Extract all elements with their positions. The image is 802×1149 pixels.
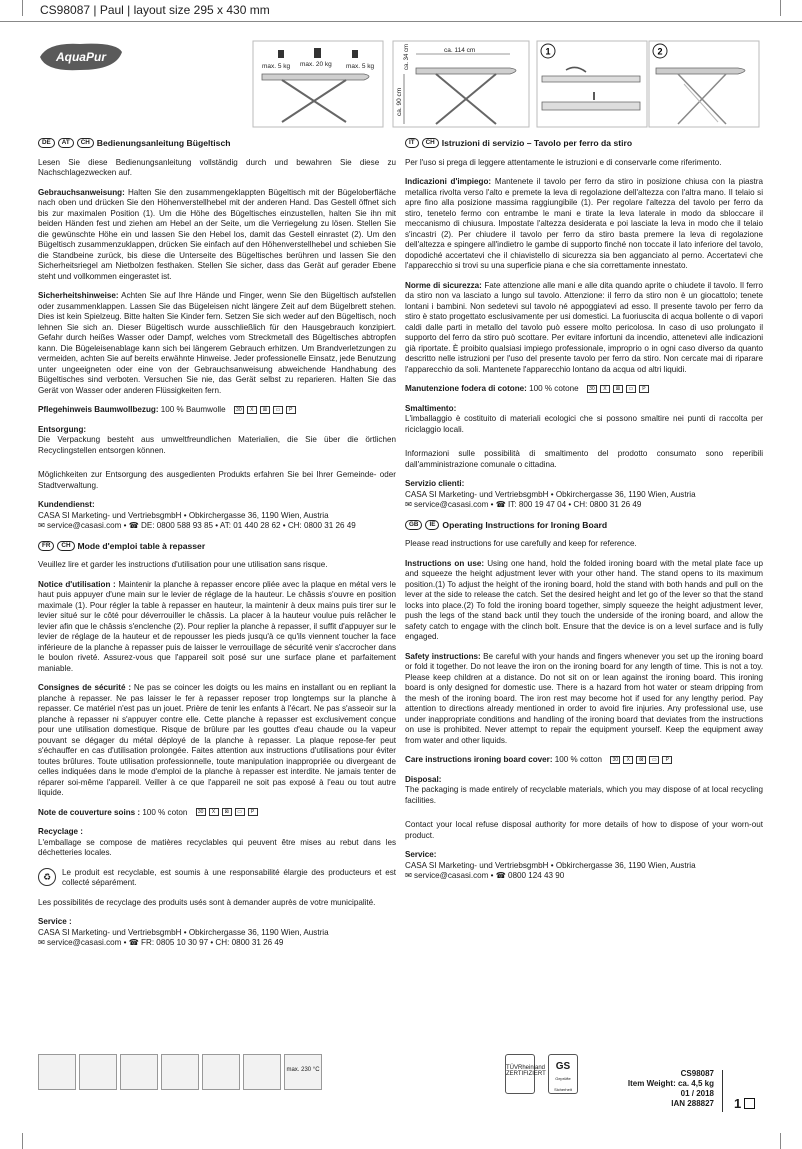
warning-pictogram [243,1054,281,1090]
service-paragraph: Service: CASA SI Marketing- und VertriebsgmbH • Obkirchergasse 36, 1190 Wien, Austria ✉ service@casasi.com • ☎ 0800 124 43 90 [405,850,696,880]
usage-paragraph: Instructions on use: Using one hand, hold the folded ironing board with the metal plate face up and squeeze the height adjustment lever with your other hand. The stand opens to its maximum position.(1) To adjust the height of the ironing board, hold the stand with both hands and pull on the lever at the side to release the catch. Set the desired height and let go of the lever so that the stand locks into place.(2) To fold the ironing board together, simply squeeze the height adjustment lever, push the legs of the stand back until they touch the underside of the ironing board, and allow the safety catch to engage with the clinch bolt. Ensure that the device is on a level surface and is fully engaged. [405,558,763,641]
care-symbols: 30 X ⊠ ▭ P [610,756,672,764]
care-symbols: 30 X ⊠ ▭ P [587,385,649,393]
disposal-paragraph: Disposal: The packaging is made entirely of recyclable materials, which you may dispose of at local recycling facilities. [405,774,763,805]
section-header-fr [38,541,396,552]
usage-paragraph: Gebrauchsanweisung: Halten Sie den zusammengeklappten Bügeltisch mit der Bügeloberfläche nach oben und drücken Sie den Höhenverstellhebel mit der anderen Hand. Das Gestell öffnet sich bis zur maximalen Position (1). Um die Höhe des Bügeltisches einzustellen, halten Sie ihn mit beiden Händen fest und ziehen am Hebel an der Seite, um die Verriegelung zu lösen. Stellen Sie die gewünschte Höhe ein und lassen Sie den Hebel los, damit das Gestell einrastet (2). Um den Bügeltisch zusammenzuklappen, drücken Sie einfach auf den Höhenverstellhebel und schieben Sie die Standbeine zurück, bis diese die Unterseite des Bügeltisches berühren und lassen Sie den Sicherheitsriegel am Nietbolzen festhaken. Stellen Sie sicher, dass das Gerät auf gerader Ebene steht und vollkommen eingerastet ist. [38,187,396,281]
dim-height: ca. 90 cm [396,87,403,116]
page-number: 1 [734,1096,755,1111]
care-paragraph: Pflegehinweis Baumwollbezug: 100 % Baumwolle 30 X ⊠ ▭ P [38,405,396,416]
care-paragraph: Manutenzione fodera di cotone: 100 % cotone 30 X ⊠ ▭ P [405,384,763,395]
warning-pictogram [79,1054,117,1090]
section-title: Bedienungsanleitung Bügeltisch [96,138,231,148]
recycling-paragraph-2: Les possibilités de recyclage des produits usés sont à demander auprès de votre municipalité. [38,897,376,907]
country-badge: CH [57,541,74,551]
ian-number: IAN 288827 [671,1099,714,1108]
section-title: Mode d'emploi table à repasser [77,540,206,551]
max-temp-label: max. 230 °C [286,1067,320,1073]
safety-paragraph: Consignes de sécurité : Ne pas se coincer les doigts ou les mains en installant ou en repliant la planche à repasser. Ne pas laisser le fer à repasser reposer trop longtemps sur la planche à repasser. Ce matériel n'est pas un jouet. Prière de tenir les enfants à l'écart. Ne pas s'asseoir sur la planche à repasser ni s'appuyer contre elle. Cette planche à repasser est exclusivement conçue pour une utilisation domestique. Risque de brûlure par les gouttes d'eau chaude ou la vapeur pouvant se dégager du métal déployé de la planche à repasser. La plaque repose-fer peut s'échauffer en cas d'utilisation prolongée. Faites attention aux instructions d'utilisations pour éviter toutes brûlures. Toute utilisation professionnelle, toute manipulation inappropriée ou divergeant de celles indiquées dans le mode d'emploi de la planche à repasser est interdite. Ne jamais tenter de réparer soi-même l'appareil. Veiller à ce que l'appareil ne soit pas exposé à l'eau ou tout autre liquide. [38,683,396,797]
country-badge: FR [38,541,54,551]
warning-pictogram [202,1054,240,1090]
disposal-paragraph: Entsorgung: Die Verpackung besteht aus umweltfreundlichen Materialien, die Sie über die örtlichen Recyclingstellen entsorgen können. [38,424,396,455]
safety-paragraph: Sicherheitshinweise: Achten Sie auf Ihre Hände und Finger, wenn Sie den Bügeltisch aufstellen oder zusammenklappen. Lassen Sie das Bügeleisen nicht längere Zeit auf dem Bügelbrett stehen. Dies ist kein Spielzeug. Bitte halten Sie Kinder fern. Setzen Sie sich weder auf den Bügeltisch, noch lehnen Sie sich an. Dieser Bügeltisch wurde ausschließlich für den Hausgebrauch konzipiert. Gefahr durch heißes Wasser oder Dampf, welches vom Streckmetall des Bügeltisches abtropfen kann. Die Bügeleisenablage kann sich bei längerem Gebrauch erhitzen. Um Brandverletzungen zu vermeiden, achten Sie auf bereits erwähnte Hinweise. Jeder professionelle Einsatz, jede Benutzung unter ungeeigneten oder eine von der Gebrauchsanweisung abweichende Handhabung des Bügeltisches sind verboten. Versuchen Sie nie, das Gerät selbst zu reparieren. Halten Sie das Gerät von Wasser oder anderen Flüssigkeiten fern. [38,291,396,395]
care-paragraph: Note de couverture soins : 100 % coton 30 X ⊠ ▭ P [38,808,396,819]
warning-pictogram [161,1054,199,1090]
crop-mark [22,1133,23,1149]
country-badge: CH [77,138,94,148]
country-badge: AT [58,138,74,148]
warning-pictograms [38,1054,322,1090]
disposal-paragraph-2: Informazioni sulle possibilità di smaltimento del prodotto consumato sono reperibili dall'amministrazione comunale o cittadina. [405,449,763,469]
care-paragraph: Care instructions ironing board cover: 100 % cotton 30 X ⊠ ▭ P [405,755,763,766]
service-paragraph: Servizio clienti: CASA SI Marketing- und VertriebsgmbH • Obkirchergasse 36, 1190 Wien, Austria ✉ service@casasi.com • ☎ IT: 800 19 47 04 • CH: 0800 31 26 49 [405,479,696,509]
recycling-paragraph: Recyclage : L'emballage se compose de matières recyclables qui peuvent être mises au rebut dans les déchetteries locales. [38,827,396,857]
column-left [38,138,396,958]
disposal-paragraph-2: Möglichkeiten zur Entsorgung des ausgedienten Produkts erfahren Sie bei Ihrer Gemeinde- oder Stadtverwaltung. [38,470,396,490]
crop-mark [780,0,781,16]
crop-mark [22,0,23,16]
disposal-paragraph: Smaltimento: L'imballaggio è costituito di materiali ecologici che si possono smaltire nei punti di raccolta per riciclaggio locali. [405,403,763,434]
recycle-icon: ♻ [38,868,56,886]
warning-pictogram [284,1054,322,1090]
warning-pictogram [38,1054,76,1090]
divider [722,1070,723,1112]
tuv-certificate: TÜVRheinland ZERTIFIZIERT [505,1054,535,1094]
recycling-notice [38,868,396,889]
weight-label: max. 20 kg [300,61,332,68]
country-badge: GB [405,520,422,530]
crop-mark [780,1133,781,1149]
recycling-notice-text: Le produit est recyclable, est soumis à une responsabilité élargie des producteurs et est collecté séparément. [62,867,396,887]
safety-paragraph: Safety instructions: Be careful with your hands and fingers whenever you set up the ironing board or fold it together. Do not leave the iron on the ironing board for any length of time. This is not a toy. Please keep children at a distance. Do not sit on or lean against the ironing board. This ironing board is only designed for domestic use. There is a hazard from hot water or steam dripping from the mesh of the ironing board. The iron rest may become hot if used for any lengthy period. Pay attention to directions already mentioned in order to avoid fire injuries. Any professional use, use under inappropriate conditions and handling of the ironing board that deviates from the instructions on use is prohibited. Never attempt to repair the equipment yourself. Keep the equipment away from water and other liquids. [405,651,763,745]
dim-width: ca. 114 cm [444,47,476,54]
usage-paragraph: Indicazioni d'impiego: Mantenete il tavolo per ferro da stiro in posizione chiusa con la piastra metallica rivolta verso l'alto e premete la leva di regolazione dell'altezza con l'altra mano. Il telaio si apre fino alla posizione massima raggiungibile (1). Per regolare l'altezza del tavolo per ferro da stiro, tenetelo fermo con entrambe le mani e tirate la leva laterale in modo da sbloccare il meccanismo di chiusura. Impostate l'altezza desiderata e poi lasciate la leva in modo che il telaio s'incastri (2). Per chiudere il tavolo per ferro da stiro basta premere la leva di regolazione dell'altezza e spingere all'indietro le gambe di supporto finché non toccate il lato inferiore del tavolo, dopodiché accertatevi che il chiavistello di sicurezza sia ben agganciato al perno. Accertatevi che l'apparecchio si trovi su una superficie piana e che sia correttamente innestato. [405,177,763,270]
intro-text: Per l'uso si prega di leggere attentamente le istruzioni e di conservarle come riferimento. [405,157,722,167]
weight-label: max. 5 kg [346,63,375,70]
country-badge: IE [425,520,439,530]
product-meta [628,1069,714,1109]
country-badge: CH [422,138,439,148]
brand-name: AquaPur [55,50,107,64]
step-2-figure [648,40,760,128]
aquapur-logo [38,40,124,74]
gs-mark: GS Geprüfte Sicherheit [548,1054,578,1094]
warning-pictogram [120,1054,158,1090]
section-header-gb [405,520,763,531]
dim-depth: ca. 34 cm [404,43,410,70]
intro-text: Veuillez lire et garder les instructions d'utilisation pour une utilisation sans risque. [38,560,328,569]
safety-paragraph: Norme di sicurezza: Fate attenzione alle mani e alle dita quando aprite o chiudete il tavolo. Il ferro da stiro non va lasciato a lungo sul tavolo. Attenzione: il ferro da stiro non è un giocattolo; tenete lontani i bambini. Non sedetevi sul tavolo né appoggiatevi ad esso. Il presente tavolo per ferro da stiro è stato progettato esclusivamente per usi domestici. La fuoriuscita di acqua bollente o di vapori caldi dalle parti in metallo del tavolo può essere molto pericolosa. In caso di uso prolungato il supporto del ferro da stiro può scottare. Per evitare infortuni da incendio, attenetevi alle indicazioni già riportate. È proibito qualsiasi impiego professionale, improprio o in ogni caso diverso da quanto descritto nelle istruzioni per l'uso del presente tavolo per ferro da stiro. Non cercate mai di riparare l'apparecchio da soli. Mantenete l'apparecchio lontano da acqua od altri liquidi. [405,280,763,374]
usage-paragraph: Notice d'utilisation : Maintenir la planche à repasser encore pliée avec la plaque en métal vers le haut puis appuyer d'une main sur le levier de réglage de la hauteur. Le châssis s'ouvre en position maximale (1). Pour régler la table à repasser en hauteur, la maintenir à deux mains puis tirer sur le levier situé sur le côté pour déverrouiller le châssis. La placer à la hauteur voulue puis relâcher le levier afin que le châssis s'enclenche (2). Pour replier la planche à repasser, il suffit d'appuyer sur le levier de réglage de la hauteur et de repousser les pieds jusqu'à ce qu'ils viennent toucher la face inférieure de la planche à repasser puis de laisser le verrouillage de sécurité venir s'accrocher dans le boulon riveté. Assurez-vous que l'appareil soit posé sur une surface plane et parfaitement maniable. [38,579,396,673]
care-symbols: 30 X ⊠ ▭ P [196,808,258,816]
product-code: CS98087 [680,1069,714,1078]
edition-date: 01 / 2018 [680,1089,714,1098]
dimensions-figure [392,40,530,128]
section-title: Istruzioni di servizio – Tavolo per ferro da stiro [441,138,633,148]
care-symbols: 30 X ⊠ ▭ P [234,406,296,414]
column-right [405,138,763,891]
step-number: 1 [545,46,551,57]
item-weight: Item Weight: ca. 4,5 kg [627,1079,714,1088]
disposal-paragraph-2: Contact your local refuse disposal authority for more details of how to dispose of your worn-out product. [405,820,763,840]
intro-text: Please read instructions for use carefully and keep for reference. [405,539,637,548]
intro-text: Lesen Sie diese Bedienungsanleitung vollständig durch und bewahren Sie diese zu Nachschlagezwecken auf. [38,157,396,177]
step-number: 2 [657,46,663,57]
weight-label: max. 5 kg [262,63,291,70]
step-1-figure [536,40,648,128]
section-header-de [38,138,396,149]
country-badge: IT [405,138,419,148]
page-box-icon [744,1098,755,1109]
section-title: Operating Instructions for Ironing Board [442,519,608,530]
print-slug: CS98087 | Paul | layout size 295 x 430 mm [0,0,802,22]
weight-limits-figure [252,40,384,128]
section-header-it [405,138,763,149]
service-paragraph: Kundendienst: CASA SI Marketing- und VertriebsgmbH • Obkirchergasse 36, 1190 Wien, Austria ✉ service@casasi.com • ☎ DE: 0800 588 93 85 • AT: 01 440 28 62 • CH: 0800 31 26 49 [38,500,356,530]
service-paragraph: Service : CASA SI Marketing- und VertriebsgmbH • Obkirchergasse 36, 1190 Wien, Austria ✉ service@casasi.com • ☎ FR: 0805 10 30 97 • CH: 0800 31 26 49 [38,917,329,947]
country-badge: DE [38,138,55,148]
